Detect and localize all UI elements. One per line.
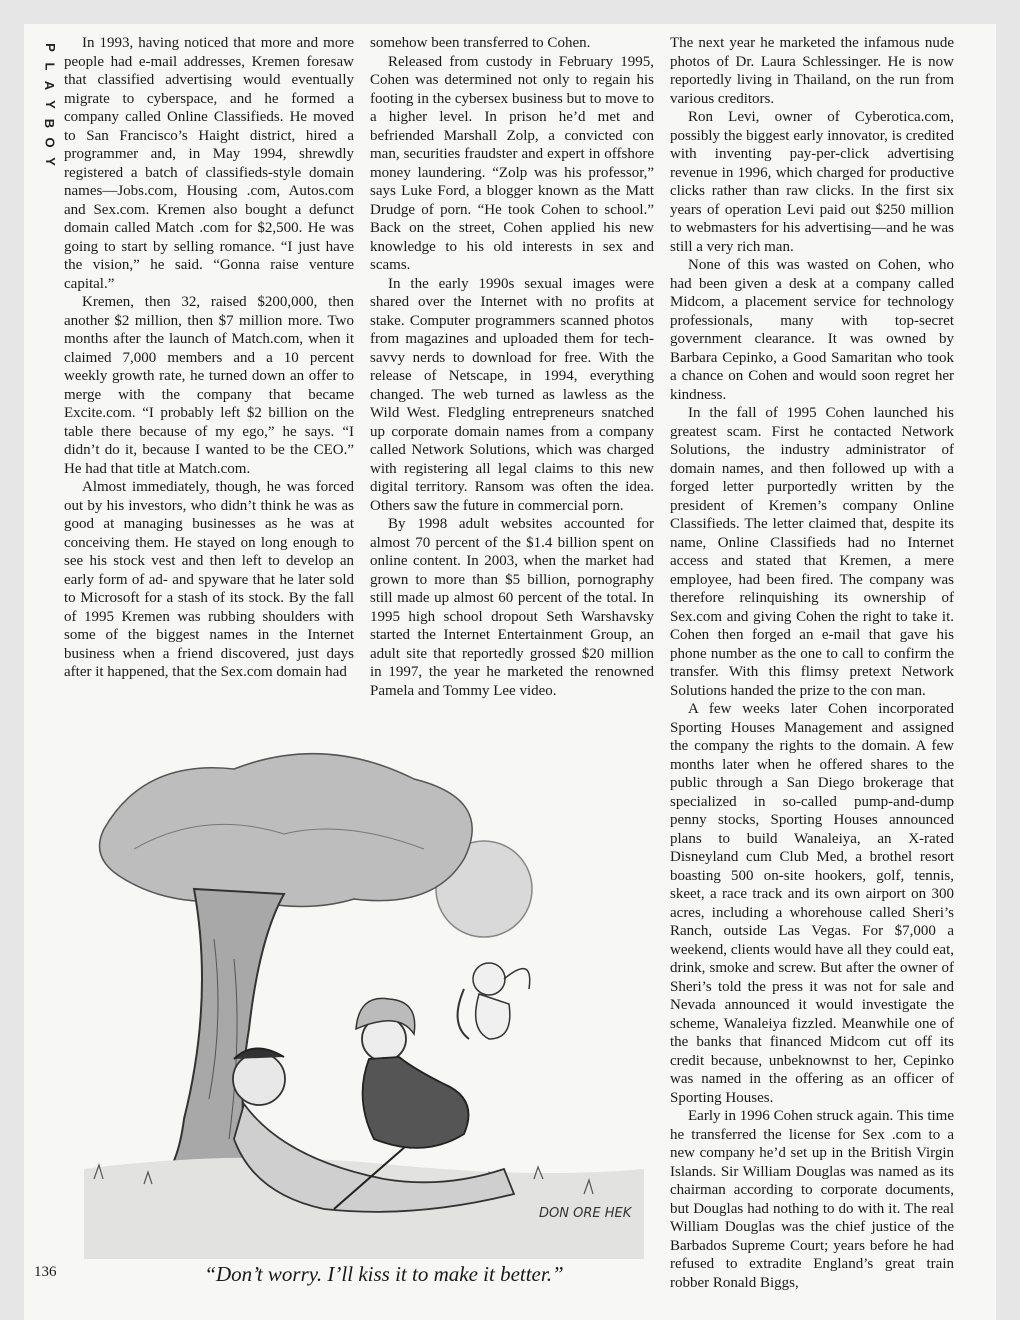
paragraph: Ron Levi, owner of Cyberotica.com, possibly the biggest early innovator, is credited with inventing pay-per-click advertising revenue in 1996, which charged for productive clicks rather than raw clicks. In the first six years of operation Levi paid out $250 million to webmasters for his advertising—and he was still a very rich man. [670,109,954,255]
artist-signature: DON ORE HEK [539,1206,632,1221]
paragraph: somehow been transferred to Cohen. [370,35,591,51]
masthead-letter: L [42,62,58,71]
text-column-1 [64,34,354,682]
magazine-page [24,24,996,1320]
masthead-letter: A [42,80,58,91]
woman-dress [363,1057,469,1148]
cupid-wing [504,969,530,989]
tree-canopy [100,754,473,907]
page-number: 136 [34,1264,57,1280]
masthead-letter: Y [42,100,58,109]
cupid-head [473,963,505,995]
text-column-2 [370,34,654,700]
man-head [233,1053,285,1105]
paragraph: The next year he marketed the infamous nude photos of Dr. Laura Schlessinger. He is now reportedly living in Thailand, on the run from various creditors. [670,35,954,107]
paragraph: In the early 1990s sexual images were shared over the Internet with no profits at stake. Computer programmers scanned photos from magazines and uploaded them for tech-savvy nerds to download for free. With the release of Netscape, in 1994, everything changed. The web turned as lawless as the Wild West. Fledgling entrepreneurs snatched up corporate domain names from a company called Network Solutions, which was charged with registering all legal claims to this new digital territory. Ransom was often the idea. Others saw the future in commercial porn. [370,275,654,514]
paragraph: Early in 1996 Cohen struck again. This time he transferred the license for Sex .com to a new company he’d set up in the British Virgin Islands. Sir William Douglas was named as its chairman according to corporate documents, but Douglas had nothing to do with it. The real William Douglas was the chief justice of the Barbados Supreme Court; years before he had refused to extradite England’s great train robber Ronald Biggs, [670,1108,954,1291]
playboy-masthead [38,38,62,171]
paragraph: A few weeks later Cohen incorporated Sporting Houses Management and assigned the company the rights to the domain. A few months later when he offered shares to the public through a San Diego brokerage that specialized in so-called pump-and-dump penny stocks, Sporting Houses announced plans to build Wanaleiya, an X-rated Disneyland cum Club Med, a brothel resort boasting 500 on-site hookers, golf, tennis, skeet, a race track and its own airport on 300 acres, including a whorehouse called Sheri’s Ranch, outside Las Vegas. For $7,000 a weekend, clients would have all they could eat, drink, smoke and screw. But after the owner of Sheri’s told the press it was not for sale and Nevada announced it would investigate the scheme, Wanaleiya fizzled. Meanwhile one of the banks that financed Midcom cut off its credit because, unbeknownst to her, Cepinko was named in the offering as an officer of Sporting Houses. [670,701,954,1106]
text-column-3 [670,34,954,1292]
cupid-bow [458,989,469,1039]
paragraph: Kremen, then 32, raised $200,000, then another $2 million, then $7 million more. Two months after the launch of Match.com, when it claimed 7,000 members and a 10 percent weekly growth rate, he turned down an offer to merge with the company that became Excite.com. “I probably left $2 billion on the table there because of my ego,” he says. “I didn’t do it, because I wanted to be the CEO.” He had that title at Match.com. [64,294,354,477]
paragraph: In the fall of 1995 Cohen launched his greatest scam. First he contacted Network Solutions, the industry administrator of domain names, and then followed up with a forged letter purportedly written by the president of Kremen’s company Online Classifieds. The letter claimed that, despite its name, Online Classifieds had no Internet access and stated that Kremen, a mere employee, had been fired. The company was therefore relinquishing its ownership of Sex.com and giving Cohen the right to take it. Cohen then forged an e-mail that gave his phone number as the one to call to confirm the transfer. With this flimsy pretext Network Solutions handed the prize to the con man. [670,405,954,699]
cartoon-caption: “Don’t worry. I’ll kiss it to make it better.” [204,1262,564,1286]
cartoon-illustration [84,739,654,1259]
masthead-letter: B [42,118,58,129]
paragraph: In 1993, having noticed that more and more people had e-mail addresses, Kremen foresaw that classified advertising would eventually migrate to cyberspace, and he formed a company called Online Classifieds. He moved to San Francisco’s Haight district, hired a programmer and, in May 1994, shrewdly registered a batch of classifieds-style domain names—Jobs.com, Housing .com, Autos.com and Sex.com. Kremen also bought a defunct domain called Match .com for $2,500. He was going to start by selling romance. “I just have the vision,” he said. “Gonna raise venture capital.” [64,35,354,292]
paragraph: By 1998 adult websites accounted for almost 70 percent of the $1.4 billion spent on online content. In 2003, when the market had grown to more than $5 billion, pornography still made up almost 60 percent of the total. In 1995 high school dropout Seth Warshavsky started the Internet Entertainment Group, an adult site that reportedly grossed $20 million in 1997, the year he marketed the renowned Pamela and Tommy Lee video. [370,516,654,699]
paragraph: None of this was wasted on Cohen, who had been given a desk at a company called Midcom, a placement service for technology professionals, many with top-secret government clearance. It was owned by Barbara Cepinko, a Good Samaritan who took a chance on Cohen and would soon regret her kindness. [670,257,954,403]
paragraph: Released from custody in February 1995, Cohen was determined not only to regain his footing in the cybersex business but to move to a higher level. In prison he’d met and befriended Marshall Zolp, a convicted con man, securities fraudster and expert in offshore money laundering. “Zolp was his professor,” says Luke Ford, a blogger known as the Matt Drudge of porn. “He took Cohen to school.” Back on the street, Cohen applied his new knowledge to his old interests in sex and scams. [370,53,654,273]
masthead-letter: O [42,137,58,148]
masthead-letter: Y [42,157,58,166]
cupid-body [476,994,510,1039]
masthead-letter: P [42,43,58,52]
paragraph: Almost immediately, though, he was forced out by his investors, who didn’t think he was as good at managing businesses as he was at conceiving them. He stayed on long enough to see his stock vest and then left to develop an early form of ad- and spyware that he later sold to Microsoft for a stash of its stock. By the fall of 1995 Kremen was rubbing shoulders with some of the biggest names in the Internet business when a friend discovered, just days after it happened, that the Sex.com domain had [64,479,354,680]
